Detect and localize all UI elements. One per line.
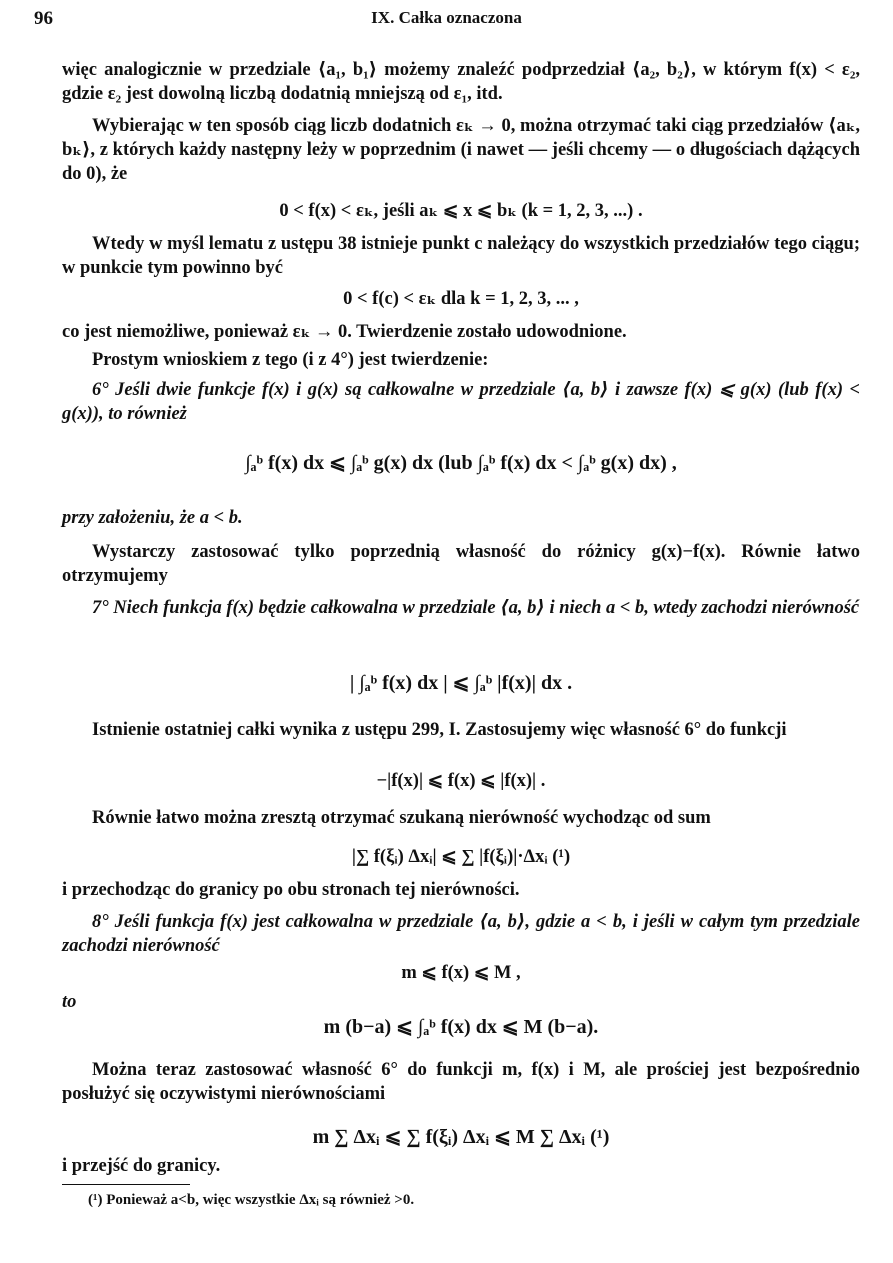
footnote-rule [62, 1184, 190, 1185]
paragraph-sequence: Wybierając w ten sposób ciąg liczb dodatnich εₖ → 0, można otrzymać taki ciąg przedziałów ⟨aₖ, bₖ⟩, z których każdy następny leży w poprzednim (i nawet — jeśli chcemy — o długościach dążących do 0), że [62, 116, 860, 184]
theorem-6: 6° Jeśli dwie funkcje f(x) i g(x) są całkowalne w przedziale ⟨a, b⟩ i zawsze f(x) ⩽ g(x) (lub f(x) < g(x)), to również [62, 380, 860, 424]
paragraph-lemma: Wtedy w myśl lematu z ustępu 38 istnieje punkt c należący do wszystkich przedziałów tego ciągu; w punkcie tym powinno być [62, 234, 860, 278]
equation-point-c: 0 < f(c) < εₖ dla k = 1, 2, 3, ... , [343, 289, 579, 309]
running-header [34, 8, 859, 34]
footnote: (¹) Ponieważ a<b, więc wszystkie Δxᵢ są również >0. [88, 1192, 415, 1208]
paragraph-difference: Wystarczy zastosować tylko poprzednią własność do różnicy g(x)−f(x). Równie łatwo otrzymujemy [62, 542, 860, 586]
paragraph-limit: i przechodząc do granicy po obu stronach tej nierówności. [62, 880, 520, 900]
equation-sum-abs: |∑ f(ξᵢ) Δxᵢ| ⩽ ∑ |f(ξᵢ)|·Δxᵢ (¹) [351, 847, 571, 867]
equation-interval-bound: 0 < f(x) < εₖ, jeśli aₖ ⩽ x ⩽ bₖ (k = 1, 2, 3, ...) . [279, 201, 643, 221]
theorem-7: 7° Niech funkcja f(x) będzie całkowalna w przedziale ⟨a, b⟩ i niech a < b, wtedy zachodzi nierówność [92, 598, 860, 618]
equation-mean-value: m (b−a) ⩽ ∫ₐᵇ f(x) dx ⩽ M (b−a). [323, 1016, 599, 1038]
theorem-8: 8° Jeśli funkcja f(x) jest całkowalna w przedziale ⟨a, b⟩, gdzie a < b, i jeśli w całym tym przedziale zachodzi nierówność [62, 912, 860, 956]
paragraph-corollary: Prostym wnioskiem z tego (i z 4°) jest twierdzenie: [92, 350, 489, 370]
paragraph-existence: Istnienie ostatniej całki wynika z ustępu 299, I. Zastosujemy więc własność 6° do funkcji [92, 720, 787, 740]
equation-sum-bounds: m ∑ Δxᵢ ⩽ ∑ f(ξᵢ) Δxᵢ ⩽ M ∑ Δxᵢ (¹) [312, 1126, 610, 1148]
paragraph-sums: Równie łatwo można zresztą otrzymać szukaną nierówność wychodząc od sum [92, 808, 711, 828]
paragraph-continuation: więc analogicznie w przedziale ⟨a₁, b₁⟩ możemy znaleźć podprzedział ⟨a₂, b₂⟩, w którym f(x) < ε₂, gdzie ε₂ jest dowolną liczbą dodatnią mniejszą od ε₁, itd. [62, 60, 860, 104]
word-to: to [62, 992, 77, 1012]
paragraph-conclusion: co jest niemożliwe, ponieważ εₖ → 0. Twierdzenie zostało udowodnione. [62, 322, 627, 342]
equation-abs-integral: | ∫ₐᵇ f(x) dx | ⩽ ∫ₐᵇ |f(x)| dx . [349, 672, 573, 694]
chapter-title: IX. Całka oznaczona [371, 8, 522, 27]
paragraph-direct: Można teraz zastosować własność 6° do funkcji m, f(x) i M, ale prościej jest bezpośrednio posłużyć się oczywistymi nierównościami [62, 1060, 860, 1104]
theorem-6-condition: przy założeniu, że a < b. [62, 508, 243, 528]
equation-integral-comparison: ∫ₐᵇ f(x) dx ⩽ ∫ₐᵇ g(x) dx (lub ∫ₐᵇ f(x) dx < ∫ₐᵇ g(x) dx) , [245, 452, 677, 474]
paragraph-final: i przejść do granicy. [62, 1156, 221, 1176]
page-number: 96 [34, 8, 53, 29]
equation-abs-bounds: −|f(x)| ⩽ f(x) ⩽ |f(x)| . [376, 771, 546, 791]
equation-m-M: m ⩽ f(x) ⩽ M , [401, 963, 521, 983]
